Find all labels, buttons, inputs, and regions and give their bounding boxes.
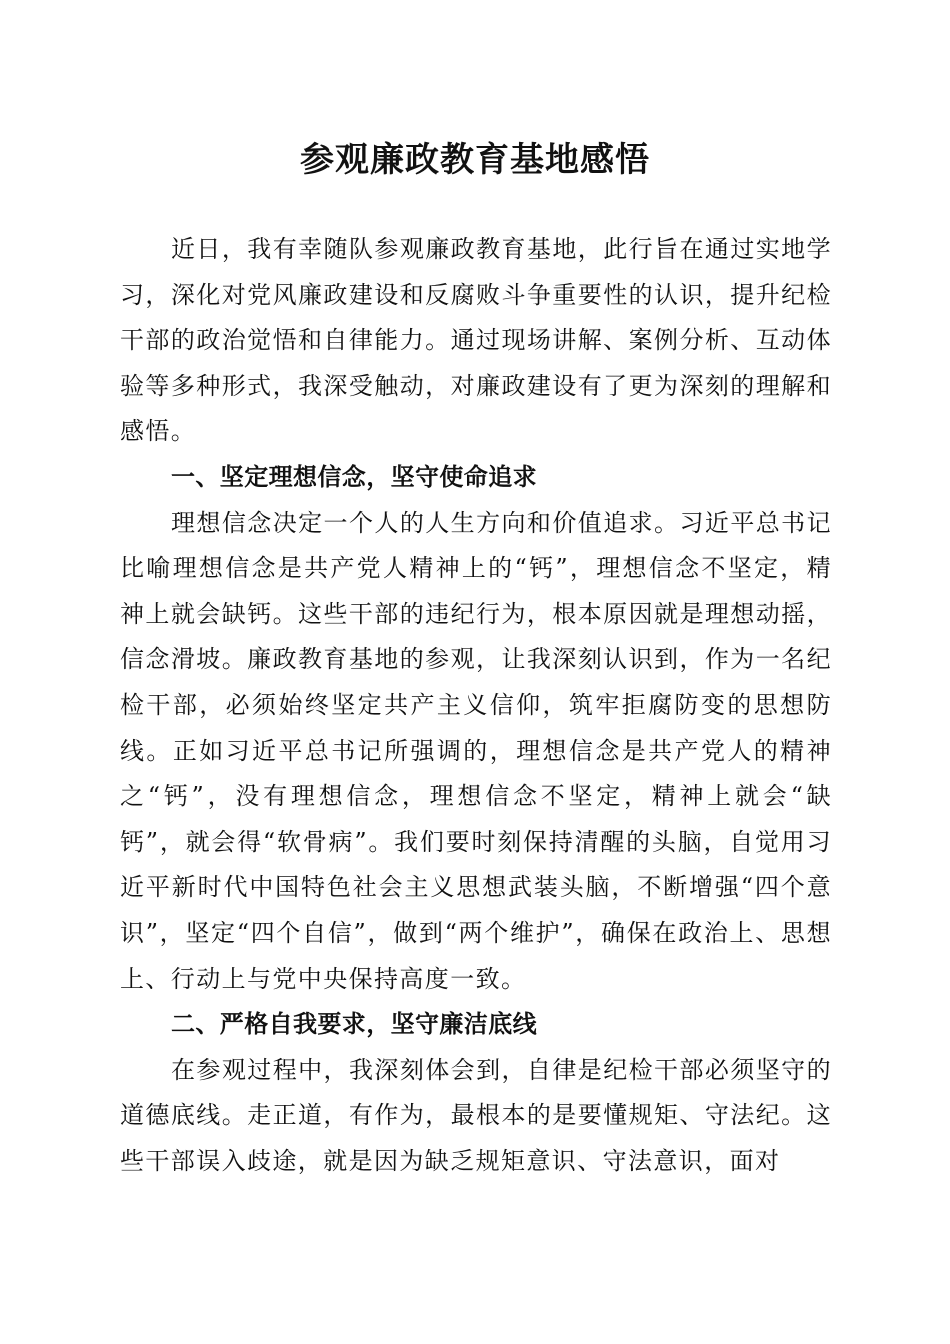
section-2-heading: 二、严格自我要求，坚守廉洁底线 xyxy=(171,1010,537,1039)
intro-paragraph: 近日，我有幸随队参观廉政教育基地，此行旨在通过实地学习，深化对党风廉政建设和反腐败斗争重要性的认识，提升纪检干部的政治觉悟和自律能力。通过现场讲解、案例分析、互动体验等多种形式，我深受触动，对廉政建设有了更为深刻的理解和感悟。 xyxy=(120,235,832,446)
section-1-heading: 一、坚定理想信念，坚守使命追求 xyxy=(171,462,537,491)
document-body xyxy=(120,227,832,1184)
section-2-paragraph: 在参观过程中，我深刻体会到，自律是纪检干部必须坚守的道德底线。走正道，有作为，最根本的是要懂规矩、守法纪。这些干部误入歧途，就是因为缺乏规矩意识、守法意识，面对 xyxy=(120,1055,832,1175)
section-1-paragraph: 理想信念决定一个人的人生方向和价值追求。习近平总书记比喻理想信念是共产党人精神上的“钙”，理想信念不坚定，精神上就会缺钙。这些干部的违纪行为，根本原因就是理想动摇，信念滑坡。廉政教育基地的参观，让我深刻认识到，作为一名纪检干部，必须始终坚定共产主义信仰，筑牢拒腐防变的思想防线。正如习近平总书记所强调的，理想信念是共产党人的精神之“钙”，没有理想信念，理想信念不坚定，精神上就会“缺钙”，就会得“软骨病”。我们要时刻保持清醒的头脑，自觉用习近平新时代中国特色社会主义思想武装头脑，不断增强“四个意识”，坚定“四个自信”，做到“两个维护”，确保在政治上、思想上、行动上与党中央保持高度一致。 xyxy=(120,508,832,993)
document-title: 参观廉政教育基地感悟 xyxy=(300,140,650,180)
